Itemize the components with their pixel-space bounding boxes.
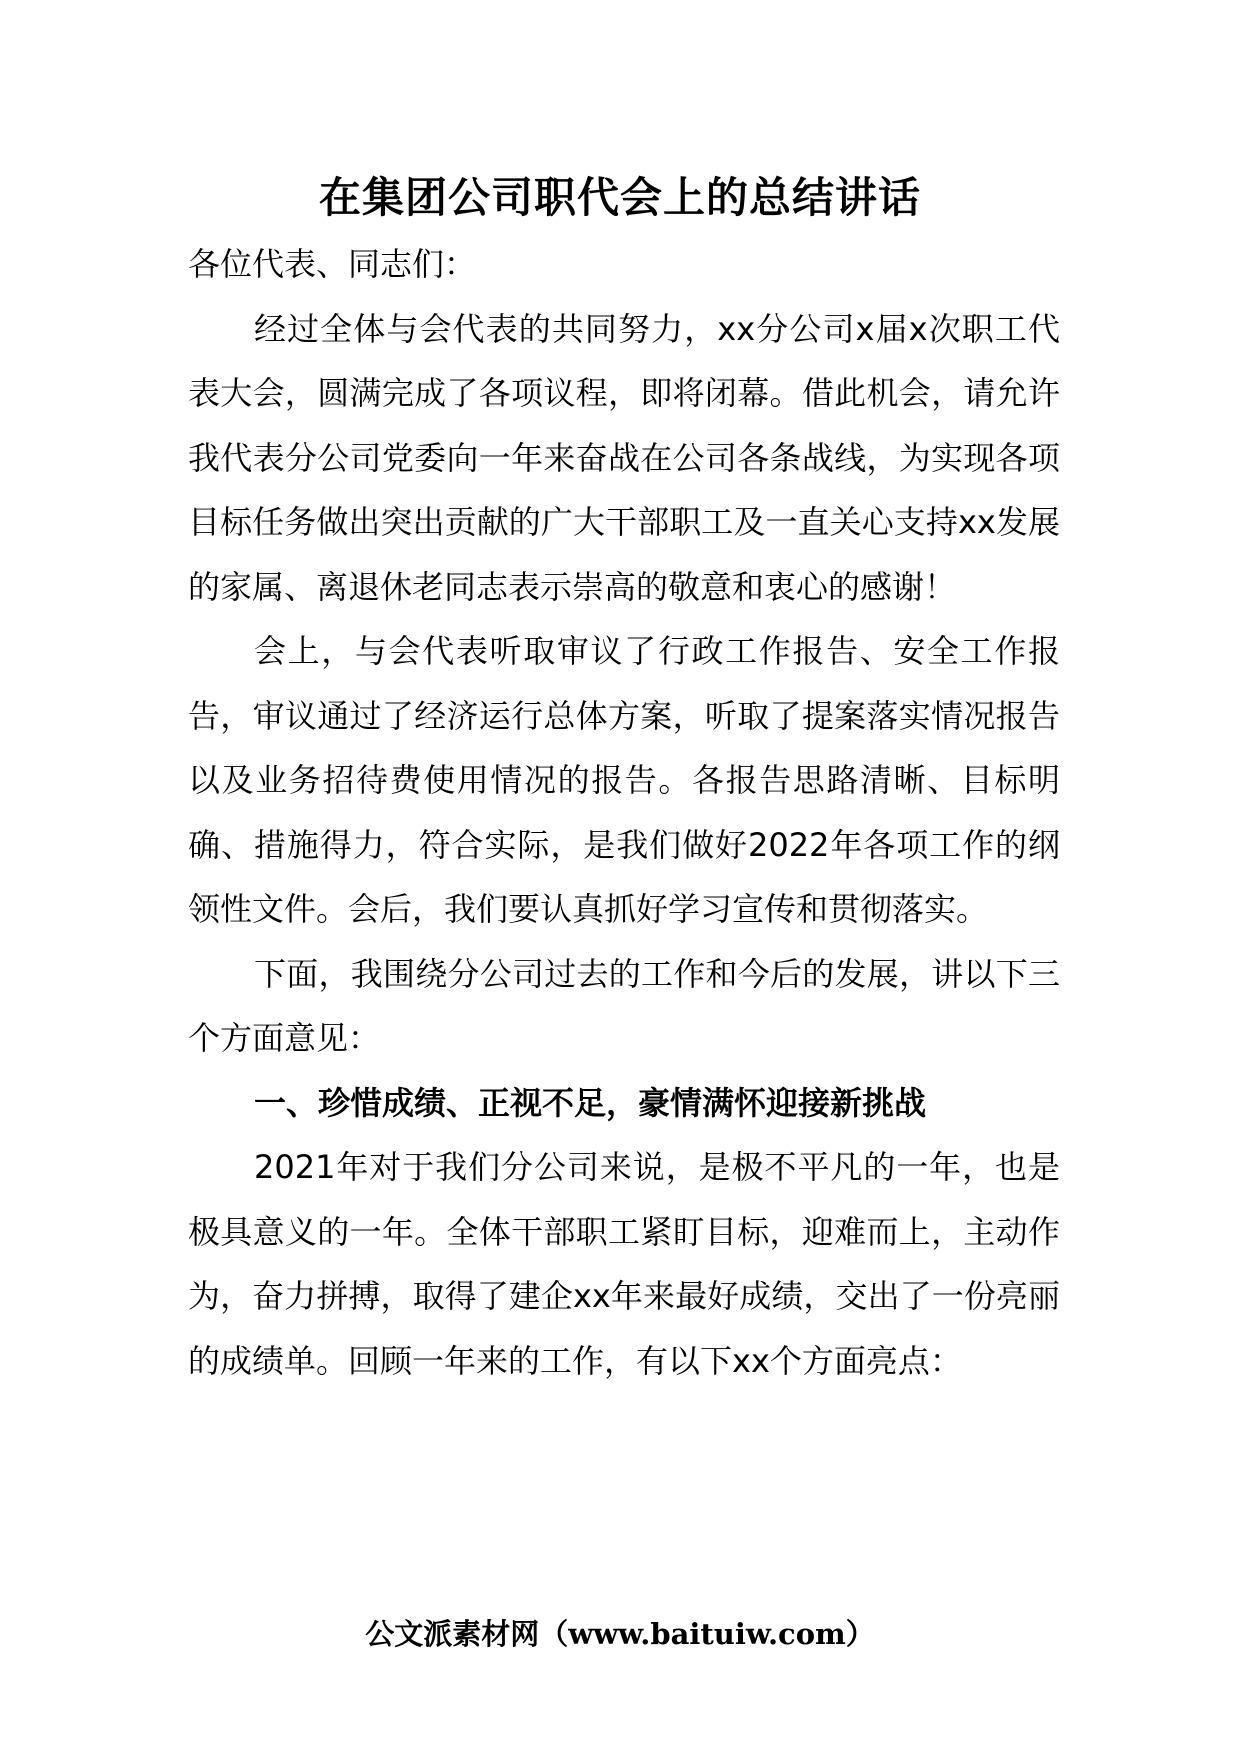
document-body bbox=[188, 232, 1060, 1393]
footer-watermark: 公文派素材网（www.baituiw.com） bbox=[365, 1617, 875, 1651]
salutation: 各位代表、同志们： bbox=[188, 245, 477, 283]
paragraph-1: 经过全体与会代表的共同努力，xx分公司x届x次职工代表大会，圆满完成了各项议程，即将闭幕。借此机会，请允许我代表分公司党委向一年来奋战在公司各条战线，为实现各项目标任务做出突出贡献的广大干部职工及一直关心支持xx发展的家属、离退休老同志表示崇高的敬意和衷心的感谢！ bbox=[188, 309, 1060, 606]
document-title: 在集团公司职代会上的总结讲话 bbox=[318, 173, 921, 222]
section-paragraph: 2021年对于我们分公司来说，是极不平凡的一年，也是极具意义的一年。全体干部职工紧盯目标，迎难而上，主动作为，奋力拼搏，取得了建企xx年来最好成绩，交出了一份亮丽的成绩单。回顾一年来的工作，有以下xx个方面亮点： bbox=[188, 1148, 1060, 1380]
paragraph-3: 下面，我围绕分公司过去的工作和今后的发展，讲以下三个方面意见： bbox=[188, 954, 1060, 1057]
paragraph-2: 会上，与会代表听取审议了行政工作报告、安全工作报告，审议通过了经济运行总体方案，听取了提案落实情况报告以及业务招待费使用情况的报告。各报告思路清晰、目标明确、措施得力，符合实际，是我们做好2022年各项工作的纲领性文件。会后，我们要认真抓好学习宣传和贯彻落实。 bbox=[188, 632, 1060, 928]
section-heading: 一、珍惜成绩、正视不足，豪情满怀迎接新挑战 bbox=[254, 1083, 927, 1122]
